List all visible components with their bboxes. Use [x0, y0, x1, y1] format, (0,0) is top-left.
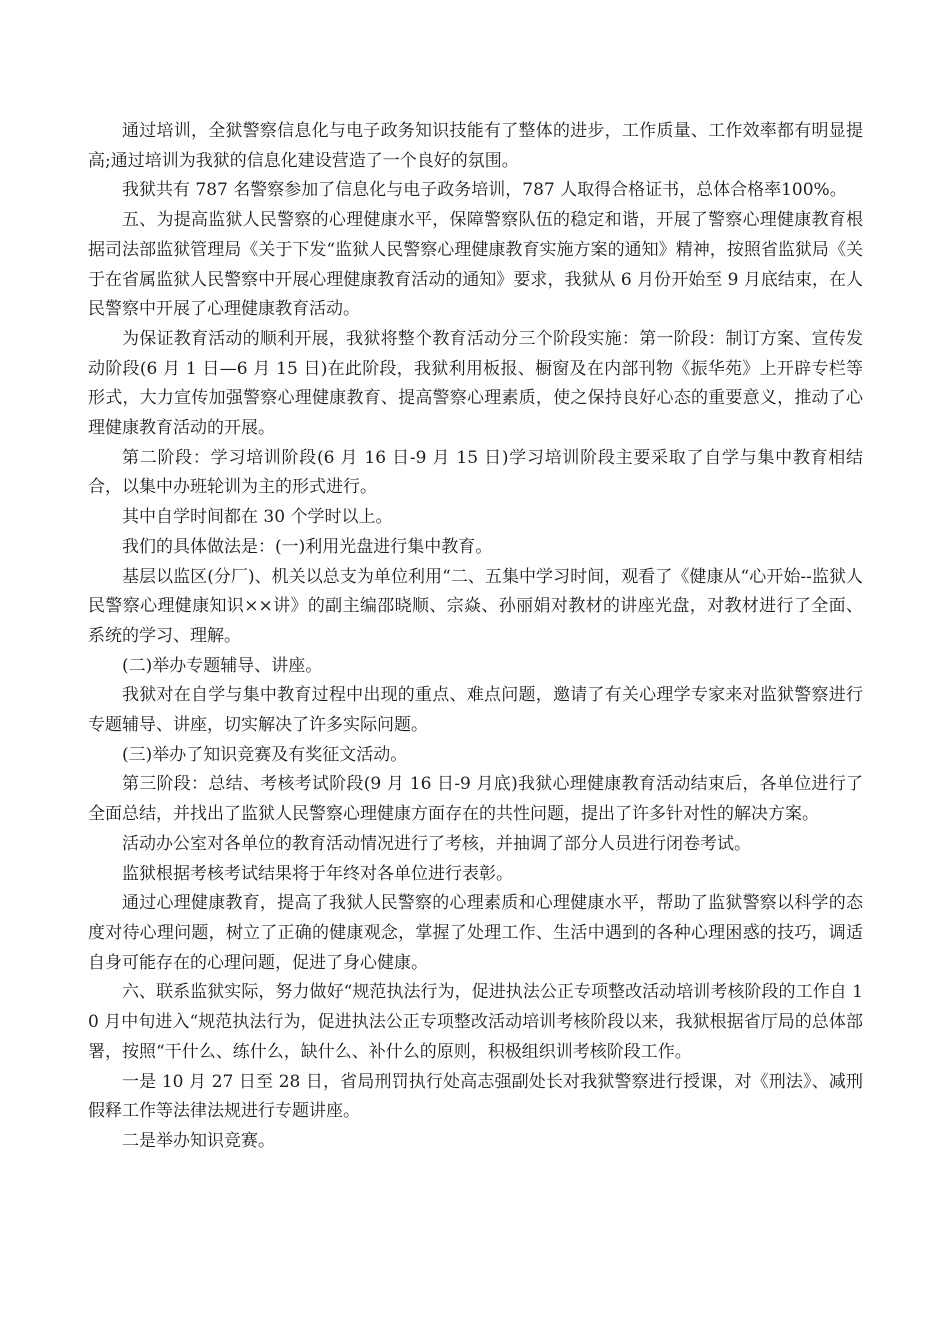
paragraph-training-results: 通过培训，全狱警察信息化与电子政务知识技能有了整体的进步，工作质量、工作效率都有明显提高;通过培训为我狱的信息化建设营造了一个良好的氛围。 [88, 121, 863, 171]
paragraph-knowledge-contest: 二是举办知识竞赛。 [122, 1130, 275, 1151]
document-page [88, 117, 863, 1157]
paragraph-commendation: 监狱根据考核考试结果将于年终对各单位进行表彰。 [122, 863, 513, 884]
paragraph-assessment: 活动办公室对各单位的教育活动情况进行了考核，并抽调了部分人员进行闭卷考试。 [122, 833, 751, 854]
paragraph-outcomes: 通过心理健康教育，提高了我狱人民警察的心理素质和心理健康水平，帮助了监狱警察以科学的态度对待心理问题，树立了正确的健康观念，掌握了处理工作、生活中遇到的各种心理困惑的技巧，调适自身可能存在的心理问题，促进了身心健康。 [88, 893, 863, 973]
paragraph-training-pass-rate: 我狱共有 787 名警察参加了信息化与电子政务培训，787 人取得合格证书，总体合格率100%。 [122, 180, 847, 201]
paragraph-phase-one: 为保证教育活动的顺利开展，我狱将整个教育活动分三个阶段实施：第一阶段：制订方案、宣传发动阶段(6 月 1 日—6 月 15 日)在此阶段，我狱利用板报、橱窗及在内部刊物《振华苑》上开辟专栏等形式，大力宣传加强警察心理健康教育、提高警察心理素质，使之保持良好心态的重要意义，推动了心理健康教育活动的开展。 [88, 328, 863, 439]
paragraph-section-five: 五、为提高监狱人民警察的心理健康水平，保障警察队伍的稳定和谐，开展了警察心理健康教育根据司法部监狱管理局《关于下发“监狱人民警察心理健康教育实施方案的通知》精神，按照省监狱局《关于在省属监狱人民警察中开展心理健康教育活动的通知》要求，我狱从 6 月份开始至 9 月底结束，在人民警察中开展了心理健康教育活动。 [88, 210, 863, 320]
paragraph-lecture-item-one: 一是 10 月 27 日至 28 日，省局刑罚执行处高志强副处长对我狱警察进行授课，对《刑法》、减刑假释工作等法律法规进行专题讲座。 [88, 1071, 863, 1122]
paragraph-expert-lectures: 我狱对在自学与集中教育过程中出现的重点、难点问题，邀请了有关心理学专家来对监狱警察进行专题辅导、讲座，切实解决了许多实际问题。 [88, 685, 863, 736]
paragraph-disc-viewing: 基层以监区(分厂)、机关以总支为单位利用“二、五集中学习时间，观看了《健康从“心开始--监狱人民警察心理健康知识××讲》的副主编邵晓顺、宗焱、孙丽娟对教材的讲座光盘，对教材进行了全面、系统的学习、理解。 [88, 566, 863, 646]
paragraph-method-one: 我们的具体做法是：(一)利用光盘进行集中教育。 [122, 536, 493, 557]
paragraph-section-six: 六、联系监狱实际，努力做好“规范执法行为，促进执法公正专项整改活动培训考核阶段的工作自 10 月中旬进入“规范执法行为，促进执法公正专项整改活动培训考核阶段以来，我狱根据省厅局的总体部署，按照“干什么、练什么，缺什么、补什么的原则，积极组织训考核阶段工作。 [88, 982, 863, 1062]
paragraph-method-three: (三)举办了知识竞赛及有奖征文活动。 [122, 744, 408, 765]
paragraph-phase-two: 第二阶段：学习培训阶段(6 月 16 日-9 月 15 日)学习培训阶段主要采取了自学与集中教育相结合，以集中办班轮训为主的形式进行。 [88, 447, 863, 498]
paragraph-self-study-hours: 其中自学时间都在 30 个学时以上。 [122, 507, 393, 528]
paragraph-method-two: (二)举办专题辅导、讲座。 [122, 655, 323, 676]
paragraph-phase-three: 第三阶段：总结、考核考试阶段(9 月 16 日-9 月底)我狱心理健康教育活动结束后，各单位进行了全面总结，并找出了监狱人民警察心理健康方面存在的共性问题，提出了许多针对性的解决方案。 [88, 774, 863, 825]
